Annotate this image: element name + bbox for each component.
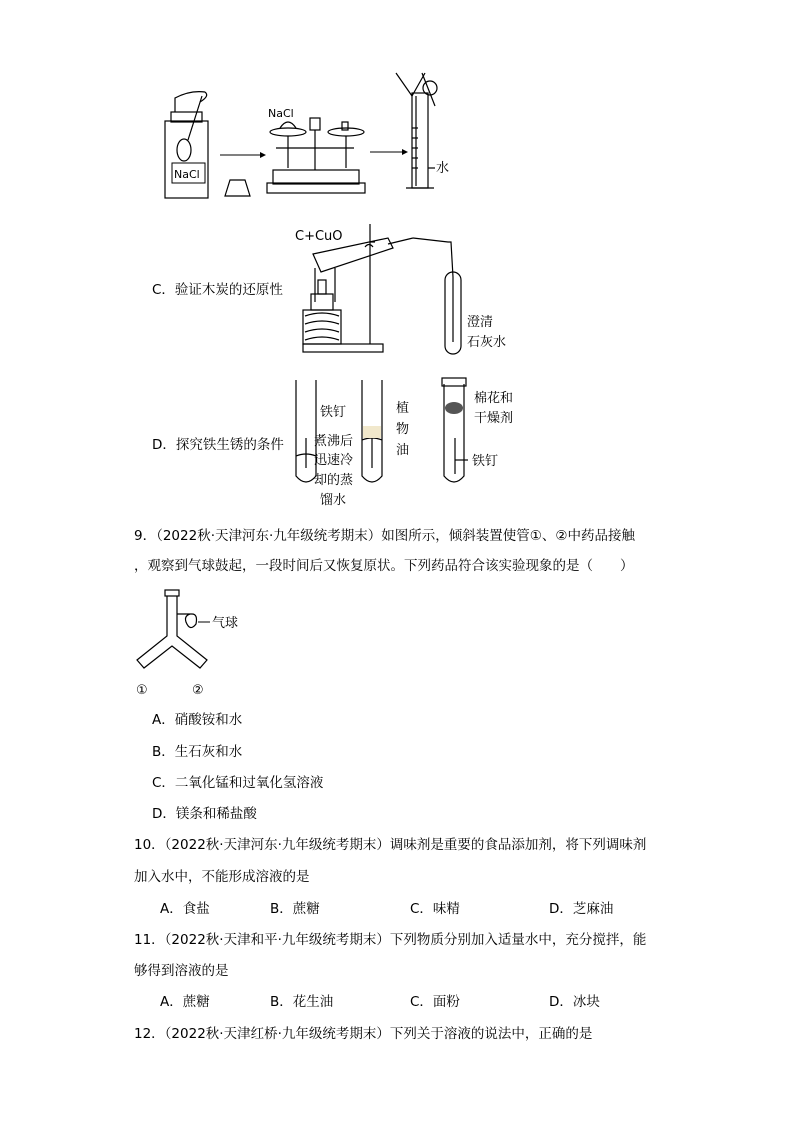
q10-option-b: B．蔗糖 <box>270 901 320 917</box>
cylinder-label: 水 <box>436 161 450 176</box>
oil-label-3: 油 <box>396 443 410 458</box>
oil-label-1: 植 <box>396 401 410 416</box>
q10-line-1: 10．（2022秋·天津河东·九年级统考期末）调味剂是重要的食品添加剂，将下列调味剂 <box>134 837 647 853</box>
nail-label: 铁钉 <box>320 405 347 420</box>
balance <box>267 118 365 193</box>
cotton-label-2: 干燥剂 <box>474 411 514 426</box>
solution-prep-figure <box>150 68 470 203</box>
option-c-text: C．验证木炭的还原性 <box>152 282 283 298</box>
q11-option-d: D．冰块 <box>549 994 600 1010</box>
q9-option-b: B．生石灰和水 <box>152 744 243 760</box>
tube-1-label: ① <box>136 683 148 698</box>
balance-label: NaCl <box>268 107 294 120</box>
q10-line-2: 加入水中，不能形成溶液的是 <box>134 869 310 885</box>
limewater-label-2: 石灰水 <box>467 335 507 350</box>
limewater-label-1: 澄清 <box>467 315 494 330</box>
option-d-text: D．探究铁生锈的条件 <box>152 437 284 453</box>
water-label-3: 却的蒸 <box>314 473 354 488</box>
q12-line-1: 12．（2022秋·天津红桥·九年级统考期末）下列关于溶液的说法中，正确的是 <box>134 1026 593 1042</box>
water-label-2: 迅速冷 <box>314 453 354 468</box>
water-label-4: 馏水 <box>320 493 347 508</box>
q10-option-c: C．味精 <box>410 901 460 917</box>
q10-option-a: A．食盐 <box>160 901 210 917</box>
q9-line-1: 9．（2022秋·天津河东·九年级统考期末）如图所示，倾斜装置使管①、②中药品接触 <box>134 528 635 544</box>
water-label-1: 煮沸后 <box>314 434 354 449</box>
q11-option-c: C．面粉 <box>410 994 460 1010</box>
balloon-label: 气球 <box>212 616 239 631</box>
oil-label-2: 物 <box>396 422 410 437</box>
y-tube-figure <box>132 588 272 698</box>
nail-label-2: 铁钉 <box>472 454 499 469</box>
q11-option-b: B．花生油 <box>270 994 334 1010</box>
rust-condition-apparatus <box>292 378 532 510</box>
q11-line-1: 11．（2022秋·天津和平·九年级统考期末）下列物质分别加入适量水中，充分搅拌，能 <box>134 932 647 948</box>
q9-option-a: A．硝酸铵和水 <box>152 712 243 728</box>
tube-2-label: ② <box>192 683 204 698</box>
measuring-cylinder <box>396 73 437 188</box>
q10-option-d: D．芝麻油 <box>549 901 614 917</box>
q11-line-2: 够得到溶液的是 <box>134 963 229 979</box>
q9-option-c: C．二氧化锰和过氧化氢溶液 <box>152 775 324 791</box>
carbon-reduction-apparatus <box>293 222 507 357</box>
cotton-label-1: 棉花和 <box>474 391 514 406</box>
q9-line-2: ，观察到气球鼓起，一段时间后又恢复原状。下列药品符合该实验现象的是（ ） <box>134 558 634 574</box>
bottle-label: NaCl <box>174 168 200 181</box>
q9-option-d: D．镁条和稀盐酸 <box>152 806 257 822</box>
q11-option-a: A．蔗糖 <box>160 994 210 1010</box>
reactant-label: C+CuO <box>295 229 343 244</box>
